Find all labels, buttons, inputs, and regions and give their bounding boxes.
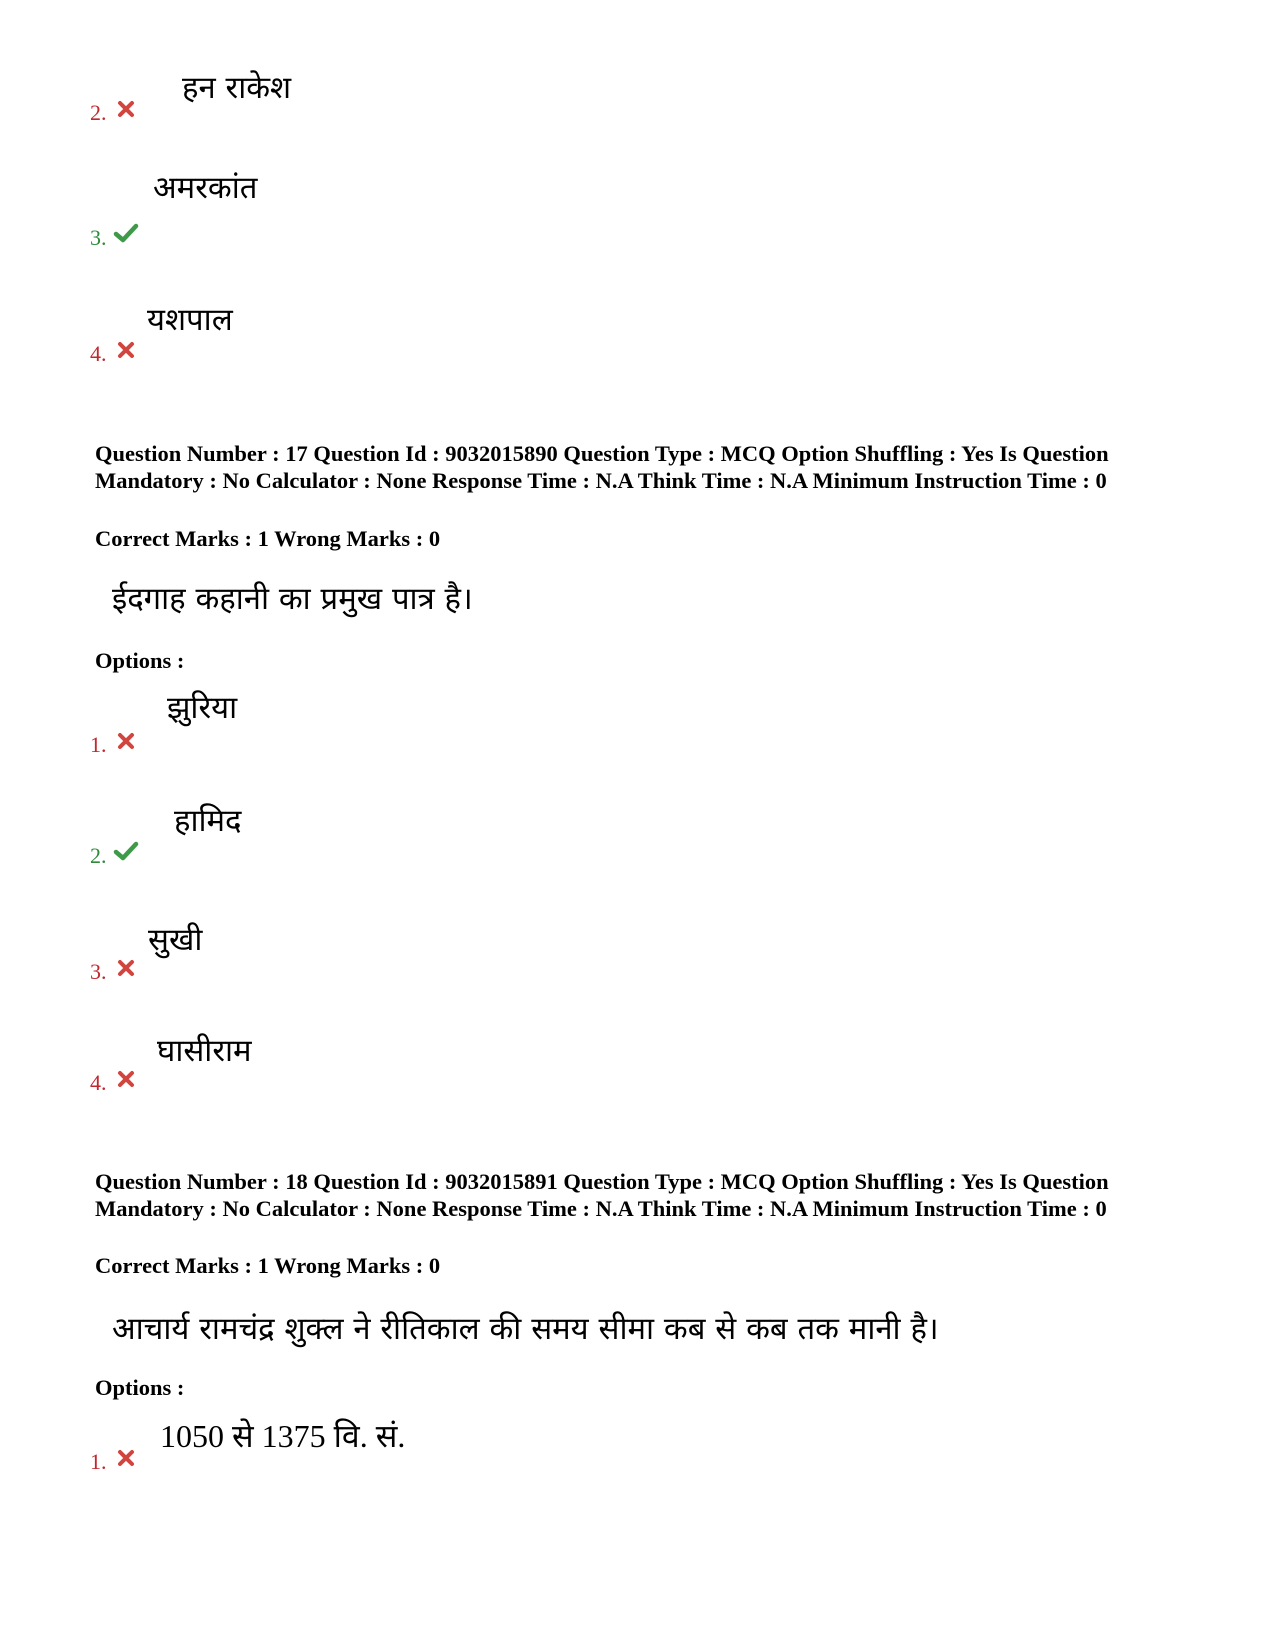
cross-icon	[115, 1068, 137, 1090]
option-number: 1.	[90, 1449, 107, 1474]
option-number: 4.	[90, 1070, 107, 1095]
option-number: 2.	[90, 100, 107, 125]
options-label: Options :	[95, 648, 185, 673]
option-text: हामिद	[174, 803, 242, 839]
option-text: 1050 से 1375 वि. सं.	[160, 1418, 406, 1454]
cross-icon	[115, 1447, 137, 1469]
options-label: Options :	[95, 1375, 185, 1400]
question-text: आचार्य रामचंद्र शुक्ल ने रीतिकाल की समय सीमा कब से कब तक मानी है।	[112, 1311, 939, 1347]
option-number: 1.	[90, 732, 107, 757]
question-marks: Correct Marks : 1 Wrong Marks : 0	[95, 526, 441, 551]
check-icon	[113, 840, 139, 862]
option-text: सुखी	[148, 922, 203, 958]
cross-icon	[115, 98, 137, 120]
question-marks: Correct Marks : 1 Wrong Marks : 0	[95, 1253, 441, 1278]
option-number: 4.	[90, 341, 107, 366]
option-number: 3.	[90, 959, 107, 984]
cross-icon	[115, 730, 137, 752]
check-icon	[113, 222, 139, 244]
option-text: झुरिया	[167, 690, 238, 726]
option-text: अमरकांत	[153, 170, 258, 206]
option-number: 2.	[90, 843, 107, 868]
question-text: ईदगाह कहानी का प्रमुख पात्र है।	[112, 581, 473, 617]
option-text: यशपाल	[147, 302, 233, 338]
option-text: हन राकेश	[182, 70, 292, 106]
option-number: 3.	[90, 225, 107, 250]
question-meta: Question Number : 18 Question Id : 9032015891 Question Type : MCQ Option Shuffling : Yes Is Question Mandatory : No Calculator : None Response Time : N.A Think Time : N.A Minimum Instruction Time : 0	[95, 1169, 1109, 1221]
cross-icon	[115, 339, 137, 361]
question-meta: Question Number : 17 Question Id : 9032015890 Question Type : MCQ Option Shuffling : Yes Is Question Mandatory : No Calculator : None Response Time : N.A Think Time : N.A Minimum Instruction Time : 0	[95, 441, 1109, 493]
option-text: घासीराम	[157, 1033, 252, 1069]
cross-icon	[115, 957, 137, 979]
